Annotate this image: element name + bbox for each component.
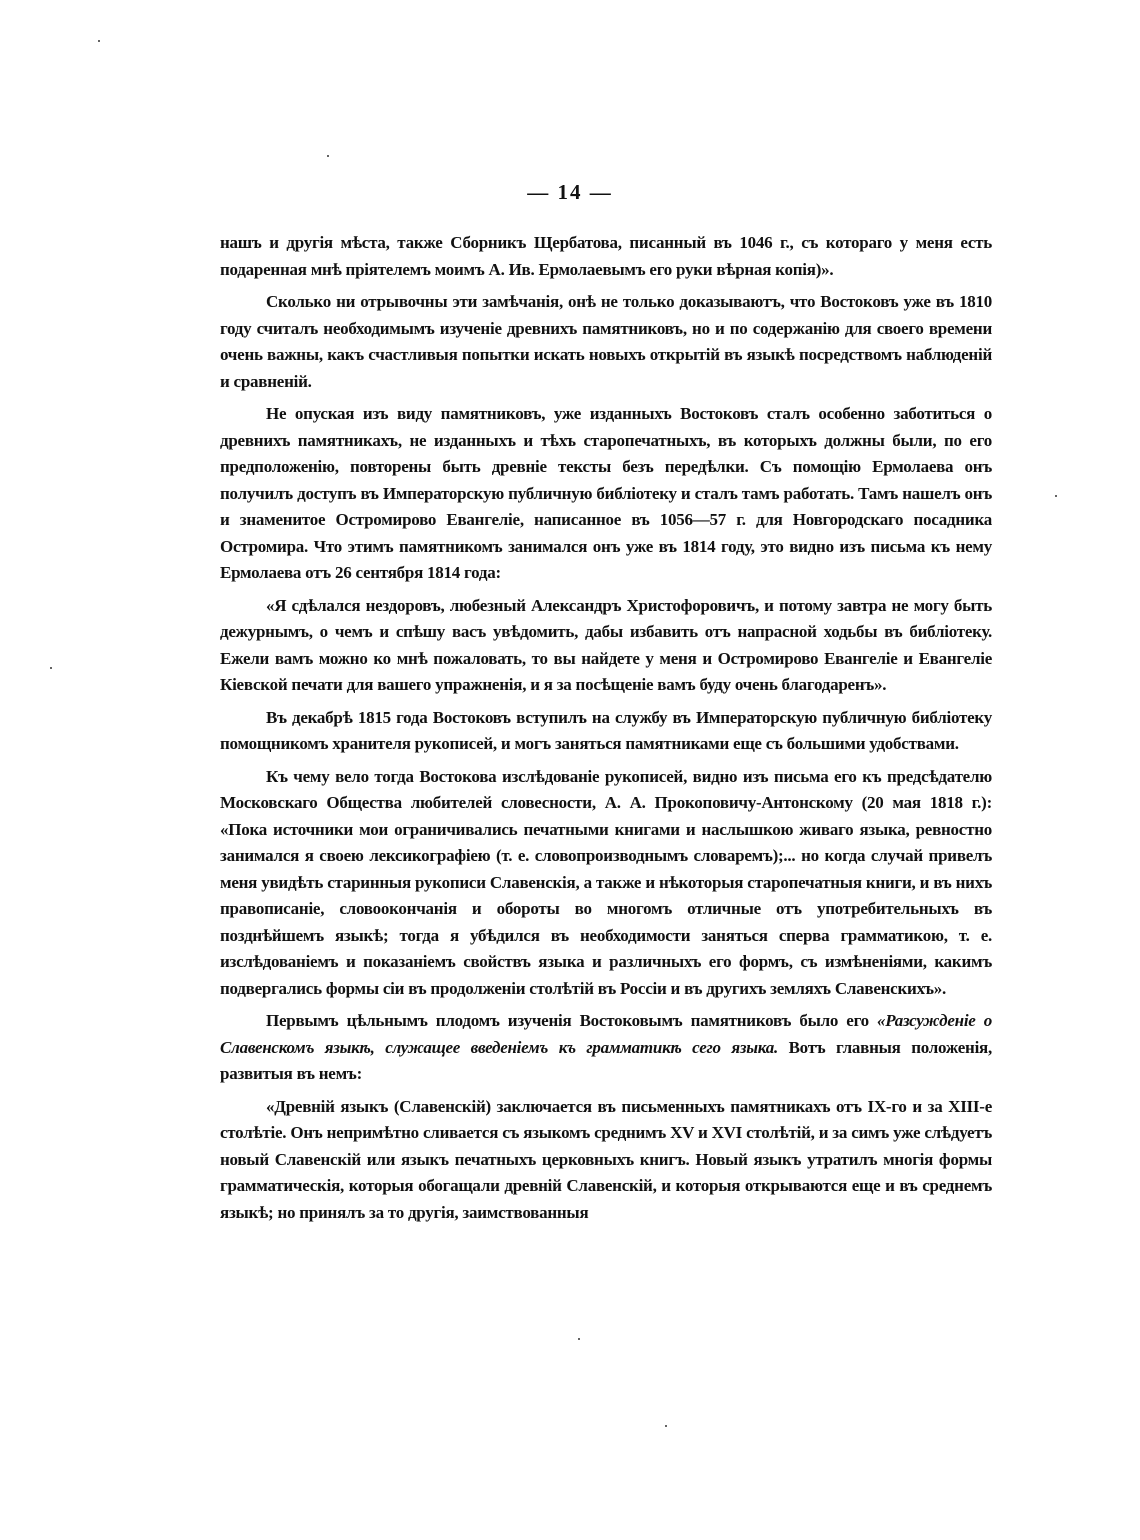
scan-speck <box>327 155 329 157</box>
scan-speck <box>50 667 52 669</box>
work-title: «Разсужденіе о Славенскомъ языкѣ, служащее введеніемъ къ грамматикѣ сего языка. <box>220 1011 993 1057</box>
scan-speck <box>1055 495 1057 497</box>
quotation-paragraph: «Древній языкъ (Славенскій) заключается въ письменныхъ памятникахъ отъ IX-го и за XIII-е столѣтіе. Онъ непримѣтно сливается съ языкомъ среднимъ XV и XVI столѣтій, и за симъ уже слѣдуетъ новый Славенскій или языкъ печатныхъ церковныхъ книгъ. Новый языкъ утратилъ многія формы грамматическія, которыя обогащали древній Славенскій, и которыя открываются еще и въ среднемъ языкѣ; но принялъ за то другія, заимствованныя <box>220 1096 992 1222</box>
scan-speck <box>578 1338 580 1340</box>
quotation-paragraph: «Я сдѣлался нездоровъ, любезный Александръ Христофоровичъ, и потому завтра не могу быть дежурнымъ, о чемъ и спѣшу васъ увѣдомить, дабы избавить отъ напрасной ходьбы въ библіотеку. Ежели вамъ можно ко мнѣ пожаловать, то вы найдете у меня и Остромирово Евангеліе и Евангеліе Кіевской печати для вашего упражненія, и я за посѣщеніе вамъ буду очень благодаренъ». <box>220 595 992 694</box>
paragraph <box>220 1008 992 1088</box>
scan-speck <box>98 40 100 42</box>
paragraph-text: Вотъ главныя положенія, развитыя въ немъ: <box>220 1037 992 1083</box>
page-number: — 14 — <box>527 180 613 204</box>
paragraph: Къ чему вело тогда Востокова изслѣдованіе рукописей, видно изъ письма его къ предсѣдателю Московскаго Общества любителей словесности, А. А. Прокоповичу-Антонскому (20 мая 1818 г.): «Пока источники мои ограничивались печатными книгами и наслышкою живаго языка, ревностно занимался я своею лексикографіею (т. е. словопроизводнымъ словаремъ);... но когда случай привелъ меня увидѣть старинныя рукописи Славенскія, а также и нѣкоторыя старопечатныя книги, и въ нихъ правописаніе, словоокончанія и обороты во многомъ отличные отъ употребительныхъ въ позднѣйшемъ языкѣ; тогда я убѣдился въ необходимости заняться сперва грамматикою, т. е. изслѣдованіемъ и показаніемъ свойствъ языка и различныхъ его формъ, съ измѣненіями, какимъ подвергались формы сіи въ продолженіи столѣтій въ Россіи и въ другихъ земляхъ Славенскихъ». <box>220 766 992 998</box>
paragraph: Сколько ни отрывочны эти замѣчанія, онѣ не только доказываютъ, что Востоковъ уже въ 1810 году считалъ необходимымъ изученіе древнихъ памятниковъ, но и по содержанію для своего времени очень важны, какъ счастливыя попытки искать новыхъ открытій въ языкѣ посредствомъ наблюденій и сравненій. <box>220 292 992 391</box>
paragraph: Не опуская изъ виду памятниковъ, уже изданныхъ Востоковъ сталъ особенно заботиться о древнихъ памятникахъ, не изданныхъ и тѣхъ старопечатныхъ, въ которыхъ должны были, по его предположенію, повторены быть древніе тексты безъ передѣлки. Съ помощію Ермолаева онъ получилъ доступъ въ Императорскую публичную библіотеку и сталъ тамъ работать. Тамъ нашелъ онъ и знаменитое Остромирово Евангеліе, написанное въ 1056—57 г. для Новгородскаго посадника Остромира. Что этимъ памятникомъ занимался онъ уже въ 1814 году, это видно изъ письма къ нему Ермолаева отъ 26 сентября 1814 года: <box>220 404 992 582</box>
paragraph: нашъ и другія мѣста, также Сборникъ Щербатова, писанный въ 1046 г., съ котораго у меня есть подаренная мнѣ пріятелемъ моимъ А. Ив. Ермолаевымъ его руки вѣрная копія)». <box>220 233 992 279</box>
scan-speck <box>665 1425 667 1427</box>
body-text <box>220 230 992 1232</box>
paragraph-text: Первымъ цѣльнымъ плодомъ изученія Востоковымъ памятниковъ было его <box>266 1011 878 1030</box>
paragraph: Въ декабрѣ 1815 года Востоковъ вступилъ на службу въ Императорскую публичную библіотеку помощникомъ хранителя рукописей, и могъ заняться памятниками еще съ большими удобствами. <box>220 707 992 753</box>
